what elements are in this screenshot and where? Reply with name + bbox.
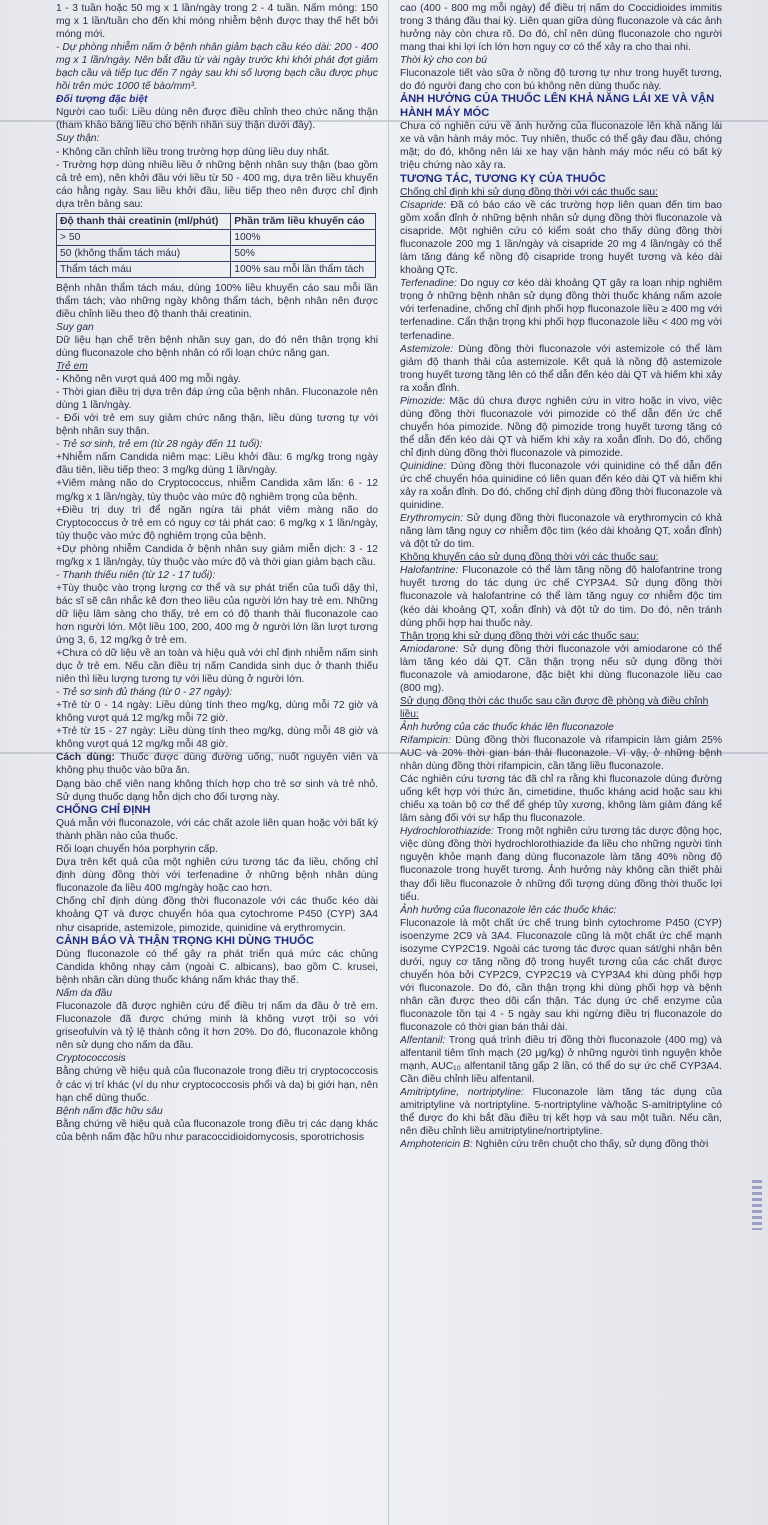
paragraph: Dùng fluconazole có thể gây ra phát triển quá mức các chủng Candida không nhạy cảm (ngoài C. albicans), bao gồm C. krusei, bệnh nhân cần dùng thuốc kháng nấm khác thay thế. <box>56 949 378 987</box>
renal-dose-table <box>56 213 376 278</box>
subheading: Ảnh hưởng của các thuốc khác lên fluconazole <box>400 721 614 733</box>
right-column <box>400 2 722 1525</box>
paragraph: Dữ liệu hạn chế trên bệnh nhân suy gan, do đó nên thận trọng khi dùng fluconazole cho bệnh nhân có rối loạn chức năng gan. <box>56 334 378 359</box>
subheading: Thận trọng khi sử dụng đồng thời với các thuốc sau: <box>400 630 640 642</box>
subheading: Chống chỉ định khi sử dụng đồng thời với các thuốc sau: <box>400 187 658 199</box>
section-heading: TƯƠNG TÁC, TƯƠNG KỴ CỦA THUỐC <box>400 172 606 185</box>
paragraph: +Nhiễm nấm Candida niêm mạc: Liều khởi đầu: 6 mg/kg trong ngày đầu tiên, liều tiếp theo: 3 mg/kg dùng 1 lần/ngày. <box>56 452 378 477</box>
paragraph <box>400 825 722 903</box>
subheading: Suy thận: <box>56 133 100 145</box>
paragraph: - Thời gian điều trị dựa trên đáp ứng của bệnh nhân. Fluconazole nên dùng 1 lần/ngày. <box>56 387 378 412</box>
subheading: Suy gan <box>56 321 94 333</box>
paragraph <box>400 199 722 277</box>
inline-text: Mặc dù chưa được nghiên cứu in vitro hoặc in vivo, việc dùng đồng thời fluconazole với pimozide có thể dẫn đến ức chế chuyển hóa pimozide. Nồng độ pimozide trong huyết tương tăng có thể dẫn đến kéo dài QT và hiếm khi xảy ra xoắn đỉnh. Do đó, chống chỉ định dùng đồng thời fluconazole và pimozide. <box>400 395 722 459</box>
column-divider <box>388 0 389 1525</box>
paragraph <box>400 277 722 342</box>
inline-text: Nghiên cứu trên chuột cho thấy, sử dụng đồng thời <box>472 1139 709 1151</box>
paragraph <box>400 564 722 629</box>
paragraph <box>56 751 378 777</box>
paragraph <box>400 734 722 773</box>
paragraph: +Viêm màng não do Cryptococcus, nhiễm Candida xâm lấn: 6 - 12 mg/kg x 1 lần/ngày, tùy thuộc vào mức độ nghiêm trọng của bệnh. <box>56 478 378 503</box>
inline-text: Dùng đồng thời fluconazole với quinidine có thể dẫn đến ức chế chuyển hóa quinidine có liên quan đến kéo dài QT và hiếm khi xảy ra xoắn đỉnh. Do đó, chống chỉ định dùng đồng thời fluconazole và quinidine. <box>400 461 722 512</box>
table-row <box>57 245 376 261</box>
inline-text: Dùng đồng thời fluconazole và rifampicin làm giảm 25% AUC và 20% thời gian bán thải fluconazole. Vì vậy, ở những bệnh nhân dùng đồng thời rifampicin, cần tăng liều fluconazole. <box>400 734 722 773</box>
paragraph: +Dự phòng nhiễm Candida ở bệnh nhân suy giảm miễn dịch: 3 - 12 mg/kg x 1 lần/ngày, tùy thuộc vào mức độ và thời gian giảm bạch cầu. <box>56 543 378 568</box>
section-subheading: Đối tượng đặc biệt <box>56 94 148 106</box>
table-header-cell: Độ thanh thải creatinin (ml/phút) <box>57 213 231 229</box>
inline-label: Terfenadine: <box>400 278 457 290</box>
inline-label: Cisapride: <box>400 200 447 212</box>
section-heading: ẢNH HƯỞNG CỦA THUỐC LÊN KHẢ NĂNG LÁI XE VÀ VẬN HÀNH MÁY MÓC <box>400 93 715 119</box>
inline-label: Cách dùng: <box>56 752 115 764</box>
paragraph: - Dự phòng nhiễm nấm ở bệnh nhân giảm bạch cầu kéo dài: 200 - 400 mg x 1 lần/ngày. Nên bắt đầu từ vài ngày trước khi khởi phát đợt giảm bạch cầu và tiếp tục đến 7 ngày sau khi số lượng bạch cầu được phục hồi trên mức 1000 tế bào/mm³. <box>56 42 378 93</box>
paragraph: Fluconazole tiết vào sữa ở nồng độ tương tự như trong huyết tương, do đó người đang cho con bú không nên dùng thuốc này. <box>400 68 722 93</box>
paragraph: Bằng chứng về hiệu quả của fluconazole trong điều trị các dạng khác của bệnh nấm đặc hữu như paracoccidioidomycosis, sporotrichosis <box>56 1118 378 1143</box>
table-cell: 50% <box>231 245 376 261</box>
paragraph: - Đối với trẻ em suy giảm chức năng thận, liều dùng tương tự với bệnh nhân suy thận. <box>56 413 378 438</box>
paragraph <box>400 343 722 395</box>
paragraph <box>400 1034 722 1086</box>
inline-text: Sử dụng đồng thời fluconazole với amiodarone có thể làm tăng kéo dài QT. Cần thận trọng nếu sử dụng đồng thời fluconazole và amiodarone, đặc biệt khi dùng fluconazole liều cao (800 mg). <box>400 643 722 694</box>
paragraph <box>400 460 722 512</box>
paragraph: Người cao tuổi: Liều dùng nên được điều chỉnh theo chức năng thận (tham khảo bảng liều cho bệnh nhân suy thận dưới đây). <box>56 107 378 132</box>
paragraph <box>400 1138 722 1151</box>
paragraph: cao (400 - 800 mg mỗi ngày) để điều trị nấm do Coccidioides immitis trong 3 tháng đầu thai kỳ. Liên quan giữa dùng fluconazole và các ảnh hưởng này còn chưa rõ. Do đó, chỉ nên dùng fluconazole cho người mang thai khi lợi ích lớn hơn nguy cơ có thể xảy ra cho thai nhi. <box>400 3 722 54</box>
table-cell: 100% <box>231 229 376 245</box>
paragraph <box>400 643 722 695</box>
paragraph: Bằng chứng về hiệu quả của fluconazole trong điều trị cryptococcosis ở các vị trí khác (ví dụ như cryptococcosis phổi và da) bị giới hạn, nên hạn chế dùng thuốc. <box>56 1066 378 1104</box>
inline-text: Trong quá trình điều trị đồng thời fluconazole (400 mg) và alfentanil tiêm tĩnh mạch (20 μg/kg) ở những người tình nguyện khỏe mạnh, AUC₁₀ alfentanil tăng gấp 2 lần, có thể do sự ức chế CYP3A4. Cần điều chỉnh liều alfentanil. <box>400 1035 722 1086</box>
table-cell: > 50 <box>57 229 231 245</box>
table-row <box>57 261 376 277</box>
left-column <box>56 2 378 1525</box>
paragraph: Dựa trên kết quả của một nghiên cứu tương tác đa liều, chống chỉ định dùng đồng thời với terfenadine ở những bệnh nhân dùng fluconazole đa liều 400 mg/ngày hoặc cao hơn. <box>56 857 378 895</box>
edge-marks <box>752 1180 762 1230</box>
paragraph: +Điều trị duy trì để ngăn ngừa tái phát viêm màng não do Cryptococcus ở trẻ em có nguy cơ tái phát cao: 6 mg/kg x 1 lần/ngày, tùy thuộc vào mức độ nghiêm trọng của bệnh. <box>56 504 378 542</box>
paragraph: - Trường hợp dùng nhiều liều ở những bệnh nhân suy thận (bao gồm cả trẻ em), nên khởi đầu với liều từ 50 - 400 mg, dựa trên liều khuyến cáo hằng ngày. Sau liều khởi đầu, liều tiếp theo nên được chỉ định dựa trên bảng sau: <box>56 159 378 210</box>
inline-label: Astemizole: <box>400 343 454 355</box>
section-heading: CHỐNG CHỈ ĐỊNH <box>56 803 151 816</box>
paragraph <box>400 1086 722 1138</box>
table-header-cell: Phần trăm liều khuyến cáo <box>231 213 376 229</box>
paragraph: +Chưa có dữ liệu về an toàn và hiệu quả với chỉ định nhiễm nấm sinh dục ở trẻ em. Nếu cần điều trị nấm Candida sinh dục ở thanh thiếu niên thì liều lượng tương tự với liều dùng ở người lớn. <box>56 648 378 686</box>
inline-label: Hydrochlorothiazide: <box>400 826 494 838</box>
inline-label: Amphotericin B: <box>400 1139 473 1151</box>
table-row <box>57 229 376 245</box>
paragraph: Fluconazole đã được nghiên cứu để điều trị nấm da đầu ở trẻ em. Fluconazole đã được chứng minh là không vượt trội so với griseofulvin và tỷ lệ thành công ít hơn 20%. Do đó, fluconazole không nên sử dụng cho nấm da đầu. <box>56 1001 378 1052</box>
table-header-row <box>57 213 376 229</box>
subheading: - Thanh thiếu niên (từ 12 - 17 tuổi): <box>56 569 216 581</box>
paragraph: Rối loạn chuyển hóa porphyrin cấp. <box>56 844 218 856</box>
paragraph: 1 - 3 tuần hoặc 50 mg x 1 lần/ngày trong 2 - 4 tuần. Nấm móng: 150 mg x 1 lần/tuần cho đến khi móng nhiễm bệnh được thay thế hết bởi móng mới. <box>56 3 378 41</box>
subheading: Cryptococcosis <box>56 1053 126 1065</box>
subheading: Ảnh hưởng của fluconazole lên các thuốc khác: <box>400 904 617 916</box>
inline-label: Alfentanil: <box>400 1035 446 1047</box>
paragraph <box>400 395 722 460</box>
subheading: Bệnh nấm đặc hữu sâu <box>56 1105 163 1117</box>
table-cell: 100% sau mỗi lần thẩm tách <box>231 261 376 277</box>
subheading: Thời kỳ cho con bú <box>400 55 487 67</box>
inline-label: Rifampicin: <box>400 734 451 746</box>
paragraph: Bệnh nhân thẩm tách máu, dùng 100% liều khuyến cáo sau mỗi lần thẩm tách; vào những ngày không thẩm tách, bệnh nhân nên được điều chỉnh liều theo độ thanh thải creatinin. <box>56 282 378 320</box>
paragraph: Dạng bào chế viên nang không thích hợp cho trẻ sơ sinh và trẻ nhỏ. Sử dụng thuốc dạng hỗn dịch cho đối tượng này. <box>56 778 378 803</box>
inline-label: Halofantrine: <box>400 565 459 577</box>
inline-label: Amitriptyline, nortriptyline: <box>400 1087 524 1099</box>
subheading: Không khuyến cáo sử dụng đồng thời với các thuốc sau: <box>400 552 659 564</box>
inline-text: Sử dụng đồng thời fluconazole và erythromycin có khả năng làm tăng nguy cơ nhiễm độc tim (kéo dài khoảng QT, xoắn đỉnh) và đột tử do tim. <box>400 513 722 551</box>
inline-text: Do nguy cơ kéo dài khoảng QT gây ra loạn nhịp nghiêm trọng ở những bệnh nhân sử dụng đồng thời thuốc kháng nấm azole với terfenadine, chống chỉ định phối hợp fluconazole liều ≥ 400 mg với terfenadine. Cẩn thận trọng khi phối hợp fluconazole liều < 400 mg với terfenadine. <box>400 278 722 342</box>
table-cell: Thẩm tách máu <box>57 261 231 277</box>
inline-label: Amiodarone: <box>400 643 459 655</box>
inline-label: Erythromycin: <box>400 513 463 525</box>
inline-text: Đã có báo cáo về các trường hợp liên quan đến tim bao gồm xoắn đỉnh ở những bệnh nhân sử dụng đồng thời fluconazole và cisapride. Một nghiên cứu có kiểm soát cho thấy dùng đồng thời fluconazole 200 mg 1 lần/ngày và cisapride 20 mg 4 lần/ngày có thể làm tăng đáng kể nồng độ cisapride trong huyết tương và kéo dài khoảng QTc. <box>400 200 722 277</box>
paragraph: - Không cần chỉnh liều trong trường hợp dùng liều duy nhất. <box>56 146 330 158</box>
subheading: Sử dụng đồng thời các thuốc sau cần được đề phòng và điều chỉnh liều: <box>400 695 709 720</box>
paragraph <box>400 512 722 551</box>
inline-text: Trong một nghiên cứu tương tác dược động học, việc dùng đồng thời hydrochlorothiazide đa liều cho những người tình nguyện khỏe mạnh đang dùng fluconazole làm tăng 40% nồng độ fluconazole trong huyết tương. Ảnh hưởng này không cần thiết phải thay đổi liều fluconazole ở những đối tượng dùng đồng thời thuốc lợi tiểu. <box>400 826 722 903</box>
paragraph: +Tùy thuộc vào trọng lượng cơ thể và sự phát triển của tuổi dậy thì, bác sĩ sẽ cân nhắc kê đơn theo liều của người lớn hay trẻ em. Những dữ liệu lâm sàng cho thấy, trẻ em có độ thanh thải fluconazole cao hơn người lớn. Một liều 100, 200, 400 mg ở người lớn lần lượt tương ứng 3, 6, 12 mg/kg ở trẻ em. <box>56 582 378 647</box>
paragraph: - Không nên vượt quá 400 mg mỗi ngày. <box>56 374 241 386</box>
subheading: Trẻ em <box>56 361 88 373</box>
paragraph: Chưa có nghiên cứu về ảnh hưởng của fluconazole lên khả năng lái xe và vận hành máy móc. Tuy nhiên, thuốc có thể gây đau đầu, chóng mặt; do đó, không nên lái xe hay vận hành máy móc nếu có bất kỳ triệu chứng nào xảy ra. <box>400 121 722 172</box>
inline-text: Thuốc được dùng đường uống, nuốt nguyên viên và không phụ thuộc vào bữa ăn. <box>56 752 378 777</box>
subheading: - Trẻ sơ sinh đủ tháng (từ 0 - 27 ngày): <box>56 687 233 699</box>
subheading: Nấm da đầu <box>56 988 113 1000</box>
inline-text: Fluconazole có thể làm tăng nồng độ halofantrine trong huyết tương do tác dụng ức chế CYP3A4. Sử dụng đồng thời fluconazole và halofantrine có thể làm tăng nguy cơ nhiễm độc tim (kéo dài khoảng QT, xoắn đỉnh) và đột tử do tim. Do đó, nên tránh dùng phối hợp hai thuốc này. <box>400 565 722 629</box>
inline-text: Dùng đồng thời fluconazole với astemizole có thể làm giảm độ thanh thải của astemizole. Kết quả là nồng độ astemizole trong huyết tương tăng lên có thể dẫn đến kéo dài QT và hiếm khi xảy ra xoắn đỉnh. <box>400 343 722 394</box>
inline-label: Quinidine: <box>400 461 447 472</box>
table-cell: 50 (không thẩm tách máu) <box>57 245 231 261</box>
inline-text: Fluconazole làm tăng tác dụng của amitriptyline và nortriptyline. 5-nortriptyline và/hoặc S-amitriptyline có thể được đo khi bắt đầu điều trị kết hợp và sau một tuần. Nếu cần, nên điều chỉnh liều amitriptyline/nortriptyline. <box>400 1087 722 1138</box>
paragraph: Chống chỉ định dùng đồng thời fluconazole với các thuốc kéo dài khoảng QT và được chuyển hóa qua cytochrome P450 (CYP) 3A4 như cisapride, astemizole, pimozide, quinidine và erythromycin. <box>56 896 378 934</box>
paragraph: Fluconazole là một chất ức chế trung bình cytochrome P450 (CYP) isoenzyme 2C9 và 3A4. Fluconazole cũng là một chất ức chế mạnh isozyme CYP2C19. Ngoài các tương tác được quan sát/ghi nhận bên dưới, nguy cơ tăng nồng độ trong huyết tương của các chất được chuyển hóa bởi CYP2C9, CYP2C19 và CYP3A4 khi dùng phối hợp với fluconazole. Do đó, cần thận trọng khi dùng phối hợp và bệnh nhân cần được theo dõi cẩn thận. Tác dụng ức chế enzyme của fluconazole tồn tại 4 - 5 ngày sau khi ngừng điều trị fluconazole do fluconazole có thời gian bán thải dài. <box>400 917 722 1034</box>
paragraph: Quá mẫn với fluconazole, với các chất azole liên quan hoặc với bất kỳ thành phần nào của thuốc. <box>56 818 378 843</box>
paragraph: +Trẻ từ 15 - 27 ngày: Liều dùng tính theo mg/kg, dùng mỗi 48 giờ và không vượt quá 12 mg/kg mỗi 48 giờ. <box>56 726 378 751</box>
section-heading: CẢNH BÁO VÀ THẬN TRỌNG KHI DÙNG THUỐC <box>56 934 314 947</box>
subheading: - Trẻ sơ sinh, trẻ em (từ 28 ngày đến 11 tuổi): <box>56 439 263 451</box>
paragraph: +Trẻ từ 0 - 14 ngày: Liều dùng tính theo mg/kg, dùng mỗi 72 giờ và không vượt quá 12 mg/kg mỗi 72 giờ. <box>56 700 378 725</box>
inline-label: Pimozide: <box>400 395 446 407</box>
paragraph: Các nghiên cứu tương tác đã chỉ ra rằng khi fluconazole dùng đường uống kết hợp với thức ăn, cimetidine, thuốc kháng acid hoặc sau khi chiếu xạ toàn bộ cơ thể để ghép tủy xương, không làm giảm đáng kể lâm sàng đối với sự hấp thu fluconazole. <box>400 774 722 825</box>
